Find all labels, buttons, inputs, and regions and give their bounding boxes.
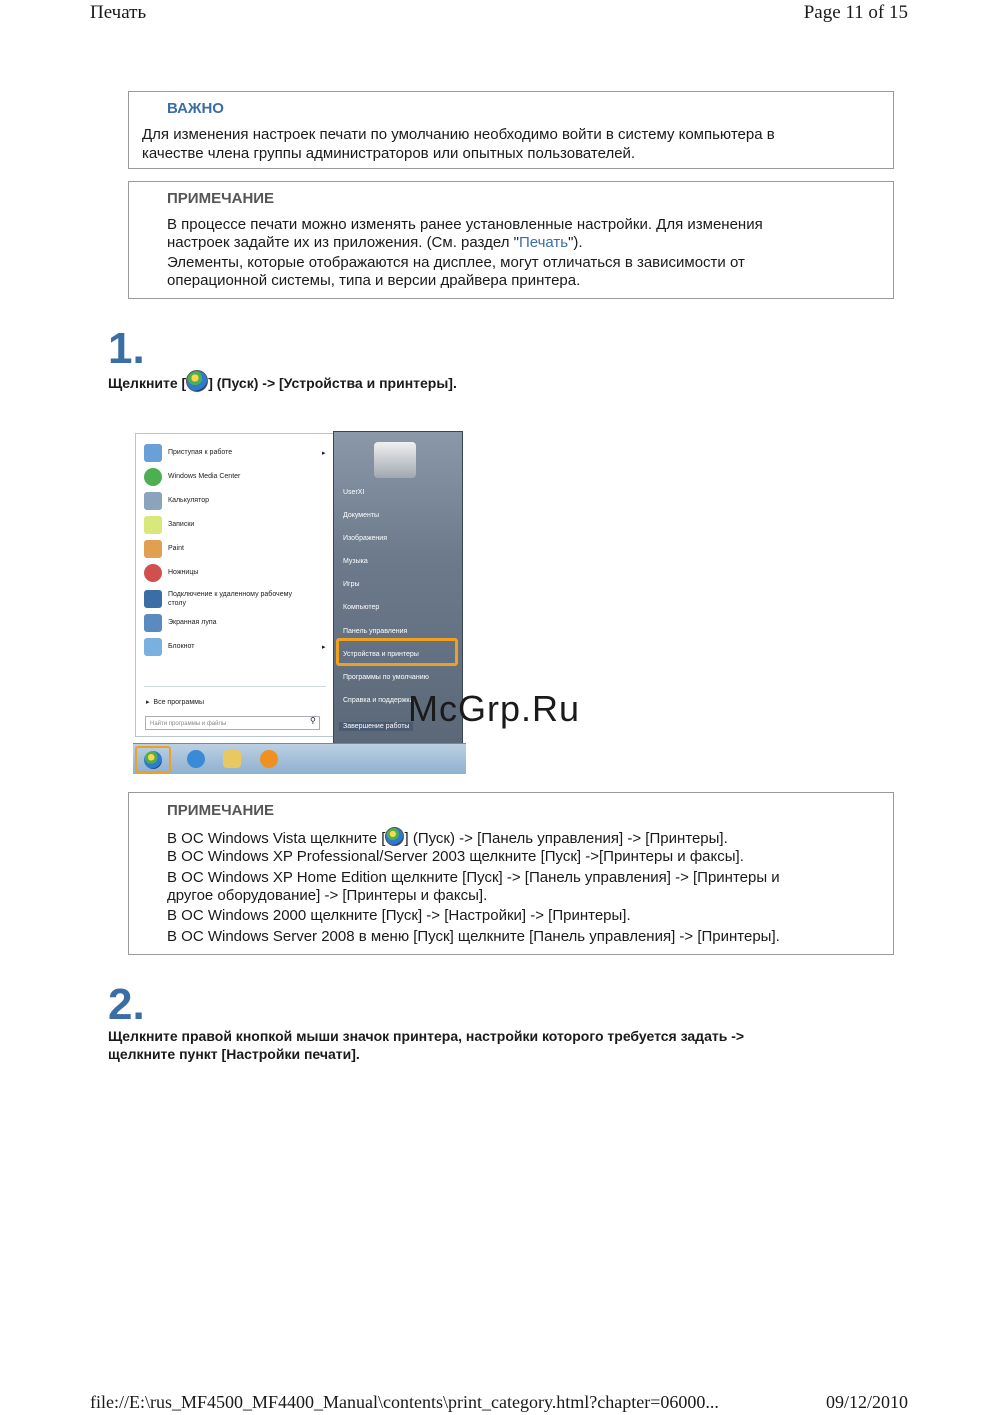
note2-title: ПРИМЕЧАНИЕ: [167, 802, 275, 819]
note1-line-4: операционной системы, типа и версии драйвера принтера.: [167, 272, 581, 289]
step-1-text-post: ] (Пуск) -> [Устройства и принтеры].: [208, 375, 457, 391]
media-center-icon: [144, 468, 162, 486]
magnifier-icon: [144, 614, 162, 632]
note2-line-2: В ОС Windows XP Professional/Server 2003 щелкните [Пуск] ->[Принтеры и факсы].: [167, 848, 744, 865]
start-right-item-0[interactable]: UserXI: [343, 489, 365, 496]
shutdown-button[interactable]: Завершение работы: [339, 722, 413, 731]
print-link[interactable]: Печать: [518, 234, 569, 251]
note1-line-1: В процессе печати можно изменять ранее установленные настройки. Для изменения: [167, 216, 763, 233]
footer-date: 09/12/2010: [825, 1392, 908, 1412]
header-title: Печать: [90, 2, 147, 23]
start-item-5[interactable]: Ножницы: [168, 569, 199, 576]
start-item-8[interactable]: Блокнот: [168, 643, 195, 650]
note1-title: ПРИМЕЧАНИЕ: [167, 190, 275, 207]
important-line-1: Для изменения настроек печати по умолчанию необходимо войти в систему компьютера в: [142, 126, 775, 143]
search-icon: ⚲: [310, 716, 316, 725]
submenu-arrow-icon: ▸: [322, 450, 326, 457]
windows-vista-start-icon: [385, 827, 404, 846]
start-right-item-5[interactable]: Компьютер: [343, 604, 380, 611]
start-right-item-2[interactable]: Изображения: [343, 535, 387, 542]
all-programs-label: Все программы: [153, 699, 204, 706]
note1-line-2: [167, 234, 583, 252]
snipping-tool-icon: [144, 564, 162, 582]
user-picture-icon: [374, 442, 416, 478]
start-item-1[interactable]: Windows Media Center: [168, 473, 241, 480]
start-item-0[interactable]: Приступая к работе: [168, 449, 233, 456]
step-1-number: 1.: [108, 324, 145, 373]
important-box: [128, 91, 894, 169]
start-right-item-9[interactable]: Справка и поддержка: [343, 697, 414, 704]
start-right-item-1[interactable]: Документы: [343, 512, 380, 519]
note2-line-4: другое оборудование] -> [Принтеры и факсы].: [167, 887, 488, 904]
calculator-icon: [144, 492, 162, 510]
start-item-2[interactable]: Калькулятор: [168, 497, 209, 504]
footer-path: file://E:\rus_MF4500_MF4400_Manual\contents\print_category.html?chapter=06000...: [90, 1392, 719, 1412]
step-2-line-1: Щелкните правой кнопкой мыши значок принтера, настройки которого требуется задать ->: [108, 1028, 745, 1044]
start-item-7[interactable]: Экранная лупа: [168, 619, 217, 626]
start-item-4[interactable]: Paint: [168, 545, 184, 552]
taskbar: [133, 743, 466, 774]
step-2-number: 2.: [108, 980, 145, 1029]
note2-line-1-post: ] (Пуск) -> [Панель управления] -> [Принтеры].: [404, 830, 728, 847]
devices-printers-highlight: [336, 638, 458, 666]
menu-divider: [144, 686, 326, 687]
all-programs[interactable]: ▸ Все программы: [146, 699, 204, 706]
start-right-item-7[interactable]: Устройства и принтеры: [343, 651, 419, 658]
note2-line-3: В ОС Windows XP Home Edition щелкните [Пуск] -> [Панель управления] -> [Принтеры и: [167, 869, 780, 886]
start-menu-left-pane: [135, 433, 335, 737]
media-player-icon[interactable]: [260, 750, 278, 768]
windows-orb-icon: [144, 751, 162, 769]
windows-start-icon: [186, 370, 208, 392]
start-right-item-4[interactable]: Игры: [343, 581, 360, 588]
notepad-icon: [144, 638, 162, 656]
getting-started-icon: [144, 444, 162, 462]
note2-line-6: В ОС Windows Server 2008 в меню [Пуск] щелкните [Панель управления] -> [Принтеры].: [167, 928, 780, 945]
important-line-2: качестве члена группы администраторов или опытных пользователей.: [142, 145, 636, 162]
paint-icon: [144, 540, 162, 558]
note-box-1: [128, 181, 894, 299]
note1-line-2-pre: настроек задайте их из приложения. (См. раздел ": [167, 234, 519, 251]
start-right-item-3[interactable]: Музыка: [343, 558, 368, 565]
note2-line-1: [167, 827, 728, 848]
start-item-6[interactable]: Подключение к удаленному рабочему столу: [168, 591, 292, 607]
sticky-notes-icon: [144, 516, 162, 534]
start-right-item-8[interactable]: Программы по умолчанию: [343, 674, 429, 681]
step-2-line-2: щелкните пункт [Настройки печати].: [108, 1046, 360, 1062]
remote-desktop-icon: [144, 590, 162, 608]
note-box-2: [128, 792, 894, 955]
note1-line-3: Элементы, которые отображаются на дисплее, могут отличаться в зависимости от: [167, 254, 745, 271]
submenu-arrow-icon: ▸: [322, 644, 326, 651]
watermark: McGrp.Ru: [408, 688, 581, 729]
note2-line-1-pre: В ОС Windows Vista щелкните [: [167, 830, 386, 847]
start-right-item-6[interactable]: Панель управления: [343, 628, 408, 635]
important-title: ВАЖНО: [167, 100, 224, 117]
step-1-text: [108, 370, 457, 392]
folder-icon[interactable]: [223, 750, 241, 768]
internet-explorer-icon[interactable]: [187, 750, 205, 768]
page-number: Page 11 of 15: [803, 2, 908, 23]
start-item-3[interactable]: Записки: [168, 521, 195, 528]
search-input[interactable]: Найти программы и файлы: [145, 716, 320, 730]
note2-line-5: В ОС Windows 2000 щелкните [Пуск] -> [Настройки] -> [Принтеры].: [167, 907, 631, 924]
step-1-text-pre: Щелкните [: [108, 375, 187, 391]
start-button[interactable]: [135, 746, 171, 773]
note1-line-2-post: ").: [568, 234, 583, 251]
